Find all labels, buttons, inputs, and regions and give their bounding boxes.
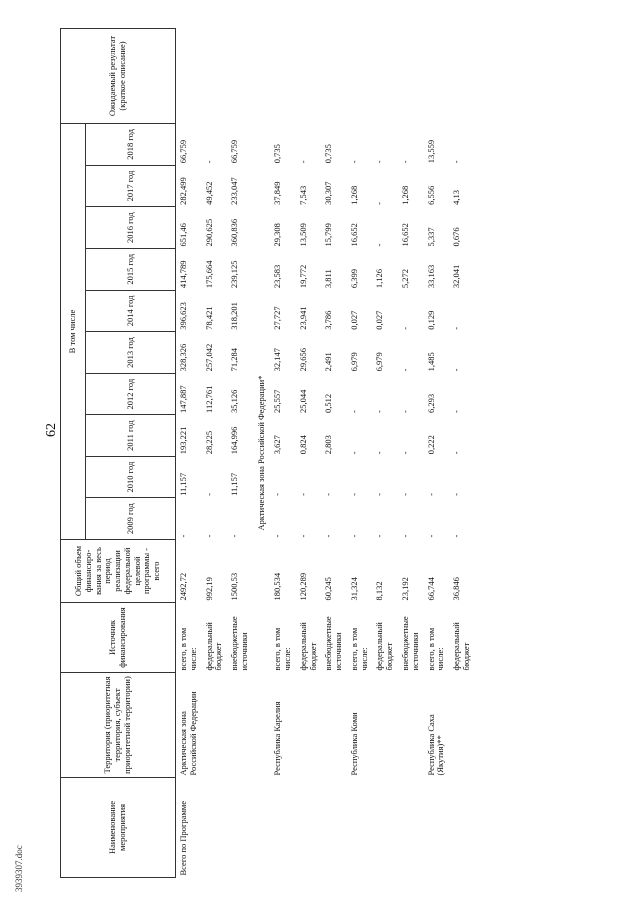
value-cell: 0,512: [323, 393, 334, 413]
value-cell: 6,399: [348, 268, 359, 289]
table-row: [372, 29, 398, 878]
value-cell: 23,941: [297, 306, 308, 330]
value-cell: 0,824: [297, 435, 308, 455]
value-cell: 180,534: [272, 572, 283, 601]
value-cell: 33,163: [425, 264, 436, 289]
result-cell: [296, 29, 322, 124]
activity-cell: [321, 778, 347, 878]
value-cell: -: [297, 160, 308, 164]
value-cell: 193,221: [178, 426, 188, 455]
value-cell: 1500,53: [229, 572, 240, 601]
value-cell: -: [323, 534, 334, 538]
value-cell: 0,735: [323, 144, 334, 164]
header-in-total: В том числе: [61, 124, 86, 540]
value-cell: -: [451, 493, 462, 496]
value-cell: 25,044: [297, 389, 308, 413]
territory-cell: Республика Карелия: [272, 701, 283, 776]
value-cell: 651,46: [178, 223, 188, 247]
value-cell: -: [348, 493, 359, 496]
value-cell: -: [374, 493, 385, 496]
header-year: 2017 год: [86, 165, 176, 207]
value-cell: 0,027: [374, 310, 385, 330]
activity-cell: [347, 778, 373, 878]
territory-cell: [372, 673, 398, 778]
value-cell: -: [400, 493, 411, 496]
value-cell: -: [451, 160, 462, 164]
value-cell: -: [348, 410, 359, 413]
result-cell: [270, 29, 296, 124]
value-cell: -: [203, 534, 214, 538]
value-cell: 60,245: [323, 577, 334, 601]
value-cell: -: [451, 534, 462, 538]
value-cell: 147,887: [178, 385, 188, 413]
result-cell: [227, 29, 253, 124]
value-cell: 112,761: [203, 385, 214, 413]
value-cell: 257,042: [203, 343, 214, 372]
value-cell: 290,625: [203, 218, 214, 247]
value-cell: 15,799: [323, 223, 334, 247]
result-cell: [449, 29, 475, 124]
value-cell: 2492,72: [178, 572, 188, 601]
value-cell: 1,485: [425, 352, 436, 372]
territory-cell: Республика Коми: [348, 712, 359, 776]
value-cell: -: [203, 160, 214, 164]
result-cell: [424, 29, 450, 124]
value-cell: -: [178, 534, 188, 538]
header-source: Источник финансирования: [61, 603, 176, 673]
table-row: [202, 29, 228, 878]
value-cell: 13,509: [297, 223, 308, 247]
value-cell: 0,222: [425, 435, 436, 455]
activity-cell: [424, 778, 450, 878]
result-cell: [372, 29, 398, 124]
value-cell: 282,499: [178, 177, 188, 205]
value-cell: 4,13: [451, 189, 462, 205]
value-cell: -: [272, 534, 283, 538]
value-cell: 29,656: [297, 347, 308, 372]
header-year: 2011 год: [86, 415, 176, 456]
header-year: 2015 год: [86, 248, 176, 290]
activity-cell: [202, 778, 228, 878]
value-cell: 360,836: [229, 218, 240, 247]
result-cell: [321, 29, 347, 124]
value-cell: -: [374, 243, 385, 247]
territory-cell: [227, 673, 253, 778]
value-cell: 318,201: [229, 302, 240, 330]
value-cell: 29,308: [272, 223, 283, 247]
result-cell: [347, 29, 373, 124]
table-row: [176, 29, 202, 878]
value-cell: 414,789: [178, 260, 188, 289]
value-cell: 2,803: [323, 435, 334, 455]
table-row: [347, 29, 373, 878]
table-row: [296, 29, 322, 878]
activity-cell: [398, 778, 424, 878]
header-year: 2009 год: [86, 498, 176, 540]
value-cell: 23,583: [272, 264, 283, 289]
territory-cell: Арктическая зона Российской Федерации: [178, 691, 198, 776]
value-cell: 0,027: [348, 310, 359, 330]
value-cell: 328,326: [178, 343, 188, 372]
activity-cell: Всего по Программе: [178, 800, 188, 876]
table-row: [424, 29, 450, 878]
document-footer: 3939307.doc: [14, 845, 24, 892]
territory-cell: [202, 673, 228, 778]
source-cell: федеральный бюджет: [203, 622, 224, 671]
value-cell: 35,126: [229, 389, 240, 413]
source-cell: внебюджетные источники: [400, 616, 420, 671]
value-cell: 239,125: [229, 260, 240, 289]
territory-cell: [449, 673, 475, 778]
source-cell: федеральный бюджет: [374, 622, 395, 671]
value-cell: 1,268: [400, 185, 411, 205]
value-cell: -: [451, 451, 462, 455]
value-cell: 5,337: [425, 227, 436, 247]
value-cell: 66,759: [178, 139, 188, 164]
value-cell: 175,664: [203, 260, 214, 289]
territory-cell: [321, 673, 347, 778]
value-cell: -: [272, 493, 283, 496]
value-cell: -: [374, 160, 385, 164]
value-cell: 30,307: [323, 181, 334, 205]
value-cell: 78,421: [203, 306, 214, 330]
financing-table: [60, 28, 475, 878]
value-cell: -: [374, 410, 385, 413]
value-cell: 164,996: [229, 426, 240, 455]
value-cell: -: [400, 160, 411, 164]
header-year: 2018 год: [86, 124, 176, 166]
value-cell: -: [451, 326, 462, 330]
value-cell: 19,772: [297, 264, 308, 289]
source-cell: всего, в том числе:: [178, 627, 198, 671]
value-cell: 0,129: [425, 310, 436, 330]
value-cell: 0,735: [272, 144, 283, 164]
territory-cell: [398, 673, 424, 778]
value-cell: 37,849: [272, 181, 283, 205]
value-cell: 71,284: [229, 347, 240, 372]
activity-cell: [227, 778, 253, 878]
value-cell: 992,19: [203, 577, 214, 601]
value-cell: -: [297, 493, 308, 496]
value-cell: -: [400, 534, 411, 538]
header-territory: Территория (приоритетная территория, субъект приоритетной территории): [61, 673, 176, 778]
result-cell: [202, 29, 228, 124]
activity-cell: [296, 778, 322, 878]
value-cell: 25,557: [272, 389, 283, 413]
header-year: 2014 год: [86, 290, 176, 332]
value-cell: 5,272: [400, 268, 411, 289]
value-cell: 6,556: [425, 185, 436, 205]
section-row: [253, 29, 271, 878]
value-cell: -: [348, 451, 359, 455]
value-cell: -: [400, 451, 411, 455]
value-cell: 23,192: [400, 577, 411, 601]
value-cell: 32,147: [272, 347, 283, 372]
value-cell: -: [297, 534, 308, 538]
source-cell: внебюджетные источники: [323, 616, 344, 671]
value-cell: 3,786: [323, 310, 334, 330]
table-row: [321, 29, 347, 878]
value-cell: 396,623: [178, 302, 188, 330]
header-year: 2013 год: [86, 332, 176, 374]
activity-cell: [449, 778, 475, 878]
value-cell: -: [374, 534, 385, 538]
activity-cell: [372, 778, 398, 878]
table-row: [449, 29, 475, 878]
source-cell: федеральный бюджет: [451, 622, 471, 671]
value-cell: 1,268: [348, 185, 359, 205]
value-cell: 13,559: [425, 139, 436, 164]
value-cell: -: [374, 451, 385, 455]
source-cell: всего, в том числе:: [272, 627, 293, 671]
header-year: 2012 год: [86, 373, 176, 415]
territory-cell: [296, 673, 322, 778]
table-row: [270, 29, 296, 878]
value-cell: 36,846: [451, 577, 462, 601]
value-cell: 66,744: [425, 577, 436, 601]
table-row: [398, 29, 424, 878]
source-cell: внебюджетные источники: [229, 616, 249, 671]
value-cell: 6,979: [348, 352, 359, 372]
header-total: Общий объем финансиро-вания за весь период реализации федеральной целевой программы - всего: [61, 540, 176, 603]
value-cell: -: [348, 160, 359, 164]
result-cell: [398, 29, 424, 124]
header-activity: Наименование мероприятия: [61, 778, 176, 878]
value-cell: -: [451, 410, 462, 413]
activity-cell: [270, 778, 296, 878]
value-cell: 66,759: [229, 139, 240, 164]
value-cell: 32,041: [451, 264, 462, 289]
value-cell: 31,324: [348, 577, 359, 601]
value-cell: -: [400, 368, 411, 372]
table-row: [227, 29, 253, 878]
value-cell: 2,491: [323, 352, 334, 372]
value-cell: -: [203, 493, 214, 496]
value-cell: 6,979: [374, 352, 385, 372]
value-cell: 16,652: [400, 223, 411, 247]
value-cell: 49,452: [203, 181, 214, 205]
value-cell: 1,126: [374, 268, 385, 289]
rotated-table-container: [60, 28, 626, 878]
value-cell: -: [348, 534, 359, 538]
header-year: 2016 год: [86, 207, 176, 249]
value-cell: -: [400, 410, 411, 413]
value-cell: 11,157: [178, 472, 188, 496]
territory-cell: Республика Саха (Якутия)**: [425, 714, 446, 776]
value-cell: -: [425, 534, 436, 538]
value-cell: -: [323, 493, 334, 496]
value-cell: 6,293: [425, 393, 436, 413]
result-cell: [176, 29, 202, 124]
source-cell: федеральный бюджет: [297, 622, 318, 671]
section-title: Арктическая зона Российской Федерации*: [255, 375, 266, 531]
header-result: Ожидаемый результат (краткое описание): [61, 29, 176, 124]
value-cell: 233,047: [229, 177, 240, 205]
value-cell: -: [400, 326, 411, 330]
value-cell: 8,132: [374, 581, 385, 601]
source-cell: всего, в том числе:: [425, 627, 446, 671]
value-cell: 3,811: [323, 269, 334, 289]
value-cell: 16,652: [348, 223, 359, 247]
value-cell: 0,676: [451, 227, 462, 247]
value-cell: 3,627: [272, 435, 283, 455]
header-year: 2010 год: [86, 456, 176, 498]
value-cell: 120,289: [297, 572, 308, 601]
source-cell: всего, в том числе:: [348, 627, 369, 671]
value-cell: 11,157: [229, 472, 240, 496]
value-cell: -: [374, 202, 385, 205]
value-cell: -: [229, 534, 240, 538]
value-cell: 27,727: [272, 306, 283, 330]
value-cell: 7,543: [297, 185, 308, 205]
value-cell: -: [451, 368, 462, 372]
page-number: 62: [44, 423, 59, 437]
value-cell: 28,225: [203, 430, 214, 455]
value-cell: -: [425, 493, 436, 496]
